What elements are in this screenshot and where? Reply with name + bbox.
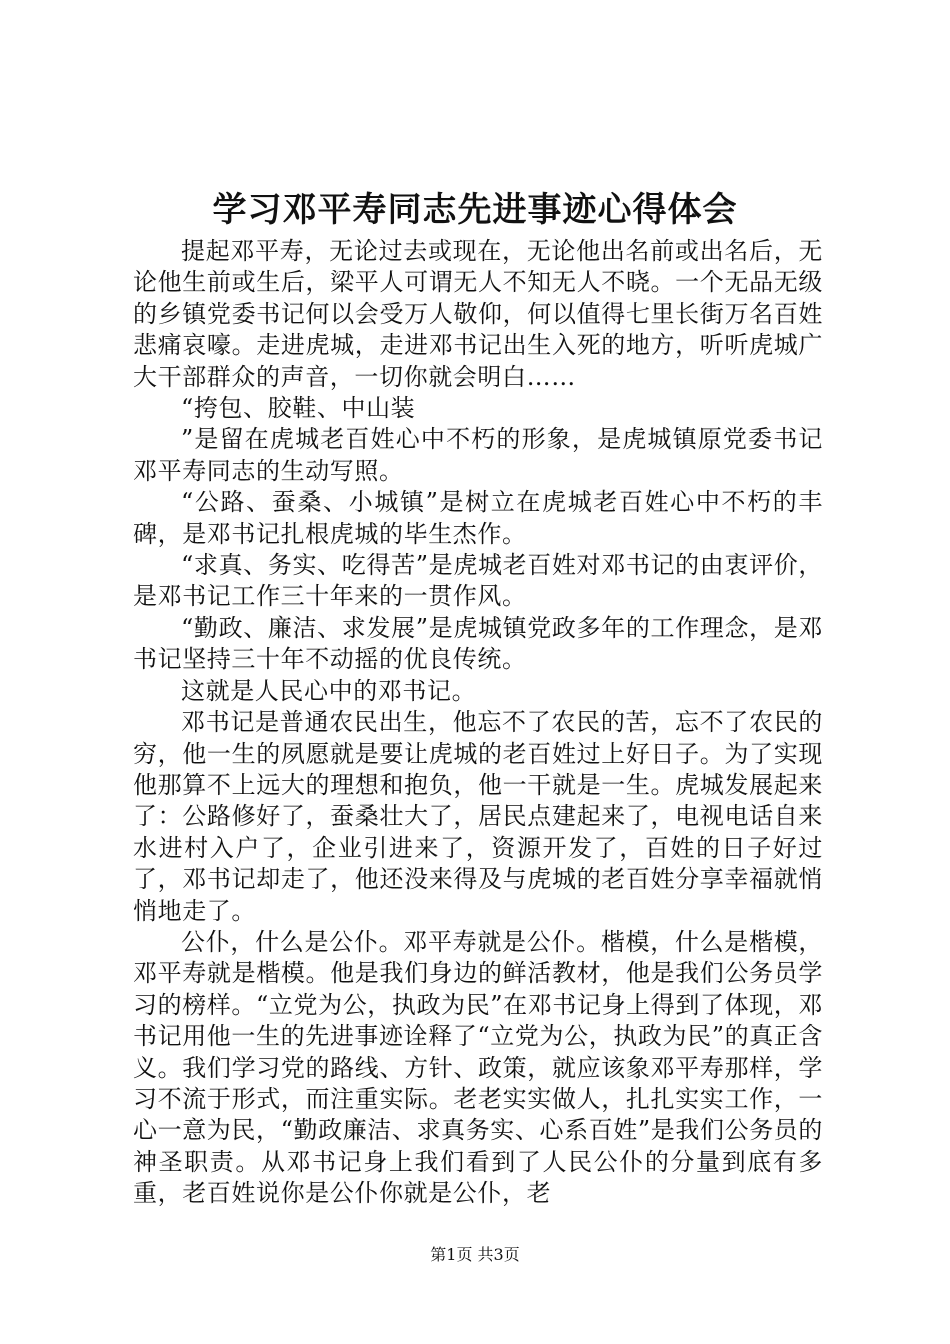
- paragraph-quote-image: “挎包、胶鞋、中山装: [181, 394, 416, 423]
- paragraph-life: 邓书记是普通农民出生，他忘不了农民的苦，忘不了农民的穷，他一生的夙愿就是要让虎城的老百姓过上好日子。为了实现他那算不上远大的理想和抱负，他一干就是一生。虎城发展起来了：公路修好了，蚕桑壮大了，居民点建起来了，电视电话自来水进村入户了，企业引进来了，资源开发了，百姓的日子好过了，邓书记却走了，他还没来得及与虎城的老百姓分享幸福就悄悄地走了。: [133, 708, 823, 925]
- page-number-footer: 第1页 共3页: [430, 1245, 520, 1264]
- paragraph-summary: 这就是人民心中的邓书记。: [181, 676, 477, 705]
- document-title: 学习邓平寿同志先进事迹心得体会: [212, 190, 738, 230]
- paragraph-quote-image-continued: ”是留在虎城老百姓心中不朽的形象，是虎城镇原党委书记邓平寿同志的生动写照。: [133, 425, 823, 485]
- paragraph-quote-style: “求真、务实、吃得苦”是虎城老百姓对邓书记的由衷评价，是邓书记工作三十年来的一贯作风。: [133, 551, 823, 611]
- document-body: [133, 236, 823, 1210]
- paragraph-quote-monument: “公路、蚕桑、小城镇”是树立在虎城老百姓心中不朽的丰碑，是邓书记扎根虎城的毕生杰作。: [133, 488, 823, 548]
- paragraph-intro: 提起邓平寿，无论过去或现在，无论他出名前或出名后，无论他生前或生后，梁平人可谓无人不知无人不晓。一个无品无级的乡镇党委书记何以会受万人敬仰，何以值得七里长街万名百姓悲痛哀嚎。走进虎城，走进邓书记出生入死的地方，听听虎城广大干部群众的声音，一切你就会明白……: [133, 237, 823, 391]
- paragraph-quote-tradition: “勤政、廉洁、求发展”是虎城镇党政多年的工作理念，是邓书记坚持三十年不动摇的优良传统。: [133, 613, 823, 674]
- paragraph-public-servant: 公仆，什么是公仆。邓平寿就是公仆。楷模，什么是楷模，邓平寿就是楷模。他是我们身边的鲜活教材，他是我们公务员学习的榜样。“立党为公，执政为民”在邓书记身上得到了体现，邓书记用他一生的先进事迹诠释了“立党为公，执政为民”的真正含义。我们学习党的路线、方针、政策，就应该象邓平寿那样，学习不流于形式，而注重实际。老老实实做人，扎扎实实工作，一心一意为民，“勤政廉洁、求真务实、心系百姓”是我们公务员的神圣职责。从邓书记身上我们看到了人民公仆的分量到底有多重，老百姓说你是公仆你就是公仆，老: [133, 927, 823, 1208]
